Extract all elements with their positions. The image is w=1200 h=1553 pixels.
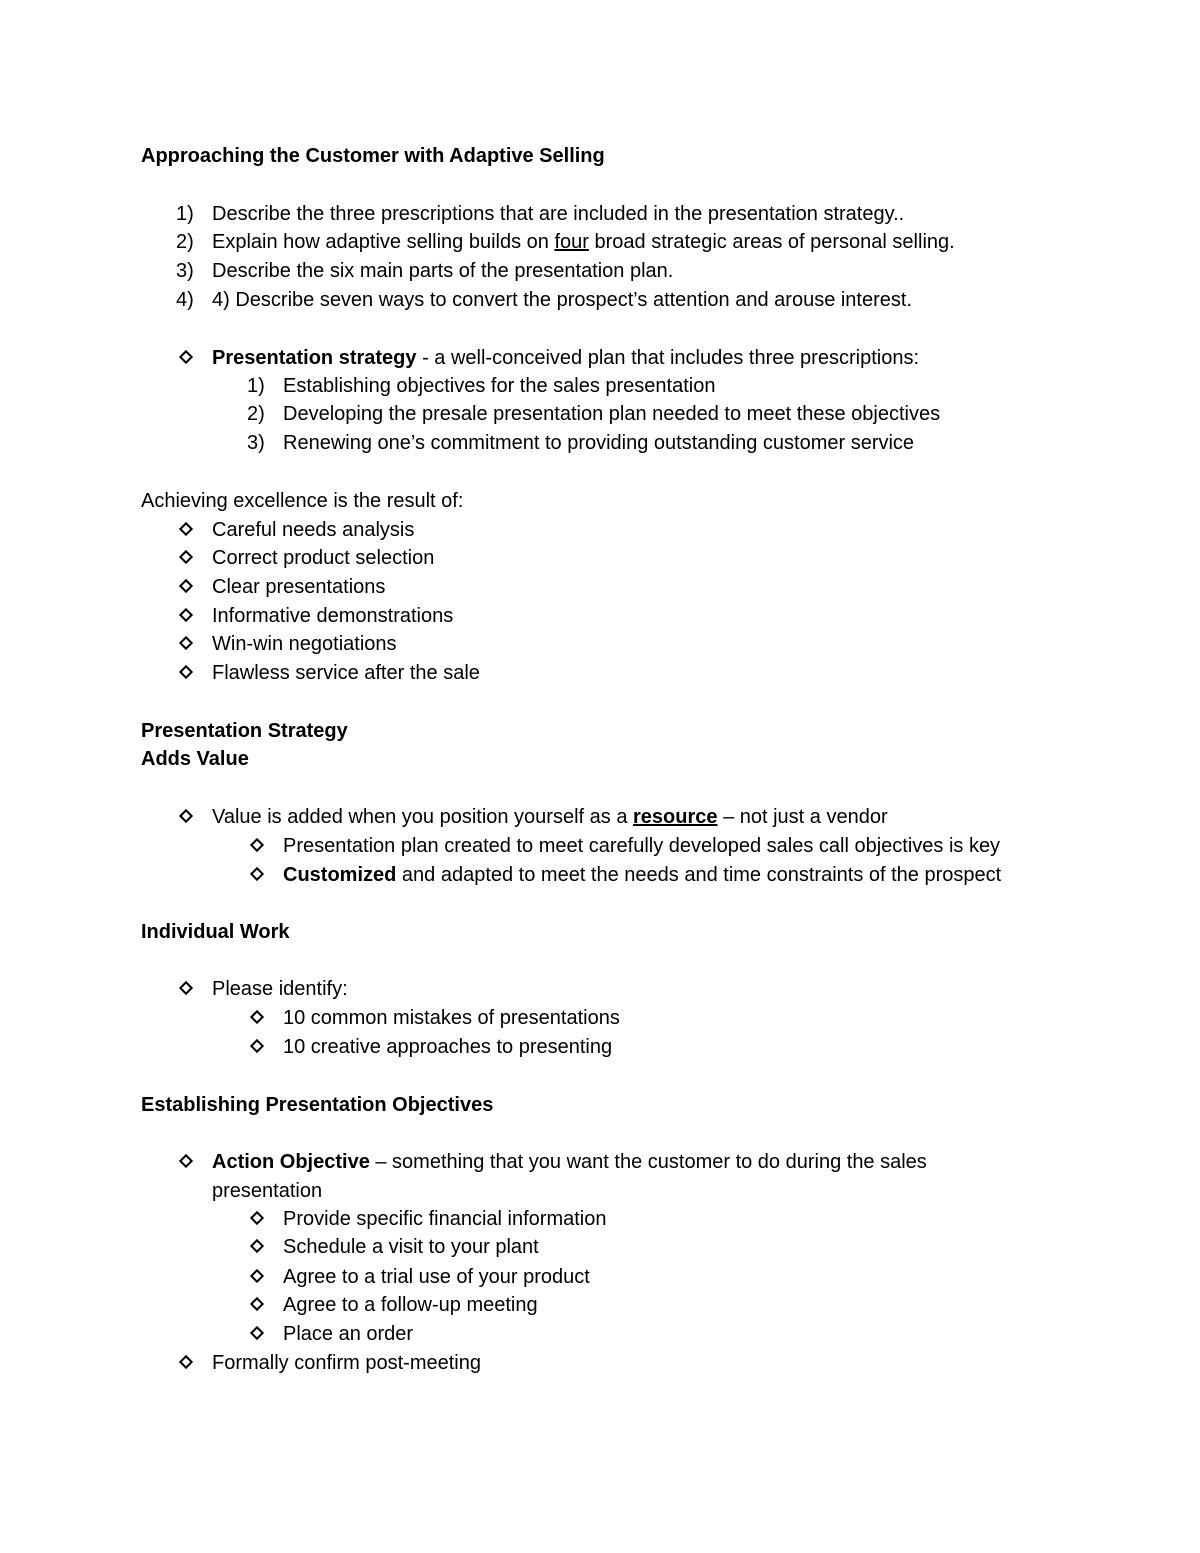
list-item: Careful needs analysis: [212, 519, 415, 541]
diamond-bullet-icon: [250, 1297, 264, 1311]
section-subheading: Adds Value: [141, 748, 249, 770]
list-item: Agree to a follow-up meeting: [283, 1294, 538, 1316]
diamond-bullet-icon: [179, 608, 193, 622]
diamond-bullet-icon: [250, 867, 264, 881]
diamond-bullet-icon: [179, 522, 193, 536]
diamond-bullet-icon: [250, 1039, 264, 1053]
diamond-bullet-icon: [179, 550, 193, 564]
diamond-bullet-icon: [179, 981, 193, 995]
list-item: Please identify:: [212, 978, 348, 1000]
list-item: Formally confirm post-meeting: [212, 1352, 481, 1374]
excellence-intro: Achieving excellence is the result of:: [141, 490, 464, 512]
text: – not just a vendor: [717, 806, 888, 828]
list-item: [212, 228, 955, 256]
diamond-bullet-icon: [250, 1239, 264, 1253]
diamond-bullet-icon: [250, 1269, 264, 1283]
list-item: Place an order: [283, 1323, 414, 1345]
text: Explain how adaptive selling builds on: [212, 231, 555, 253]
page-title: Approaching the Customer with Adaptive Selling: [141, 145, 605, 167]
term: Action Objective: [212, 1151, 370, 1173]
list-item: [283, 861, 1001, 889]
list-item: Renewing one’s commitment to providing outstanding customer service: [283, 432, 915, 454]
list-item: Provide specific financial information: [283, 1208, 607, 1230]
list-item: Win-win negotiations: [212, 633, 397, 655]
list-item: Describe the six main parts of the presentation plan.: [212, 260, 674, 282]
diamond-bullet-icon: [250, 838, 264, 852]
text: broad strategic areas of personal selling.: [588, 231, 955, 253]
diamond-bullet-icon: [250, 1211, 264, 1225]
list-item: Presentation plan created to meet carefully developed sales call objectives is key: [283, 835, 1001, 857]
text: – something that you want the customer to do during the sales: [369, 1151, 927, 1173]
list-item: Agree to a trial use of your product: [283, 1266, 590, 1288]
list-item: 10 creative approaches to presenting: [283, 1036, 613, 1058]
section-heading: Presentation Strategy: [141, 720, 348, 742]
list-number: 2): [176, 231, 194, 253]
list-item: Schedule a visit to your plant: [283, 1236, 539, 1258]
term: Customized: [283, 864, 397, 886]
list-item: [212, 803, 888, 831]
text: and adapted to meet the needs and time constraints of the prospect: [396, 864, 1002, 886]
diamond-bullet-icon: [179, 1154, 193, 1168]
diamond-bullet-icon: [179, 1355, 193, 1369]
diamond-bullet-icon: [250, 1010, 264, 1024]
text: - a well-conceived plan that includes three prescriptions:: [416, 347, 919, 369]
diamond-bullet-icon: [179, 636, 193, 650]
diamond-bullet-icon: [250, 1326, 264, 1340]
text: Value is added when you position yourself as a: [212, 806, 634, 828]
list-item: Establishing objectives for the sales presentation: [283, 375, 716, 397]
diamond-bullet-icon: [179, 579, 193, 593]
list-number: 1): [247, 375, 265, 397]
diamond-bullet-icon: [179, 350, 193, 364]
list-item: [212, 1148, 927, 1176]
list-number: 1): [176, 203, 194, 225]
list-number: 3): [176, 260, 194, 282]
list-number: 4): [176, 289, 194, 311]
list-item: Flawless service after the sale: [212, 662, 480, 684]
diamond-bullet-icon: [179, 809, 193, 823]
list-item: 10 common mistakes of presentations: [283, 1007, 620, 1029]
strategy-definition: [212, 344, 919, 372]
list-item: Correct product selection: [212, 547, 435, 569]
list-item: Developing the presale presentation plan needed to meet these objectives: [283, 403, 941, 425]
underlined-word: four: [554, 231, 589, 253]
term: Presentation strategy: [212, 347, 417, 369]
list-item: 4) Describe seven ways to convert the prospect’s attention and arouse interest.: [212, 289, 913, 311]
list-item: Describe the three prescriptions that are included in the presentation strategy..: [212, 203, 905, 225]
list-number: 2): [247, 403, 265, 425]
diamond-bullet-icon: [179, 665, 193, 679]
list-item: Clear presentations: [212, 576, 386, 598]
list-number: 3): [247, 432, 265, 454]
list-item-continuation: presentation: [212, 1180, 323, 1202]
list-item: Informative demonstrations: [212, 605, 454, 627]
section-heading: Establishing Presentation Objectives: [141, 1094, 494, 1116]
emphasized-word: resource: [633, 806, 718, 828]
section-heading: Individual Work: [141, 921, 290, 943]
